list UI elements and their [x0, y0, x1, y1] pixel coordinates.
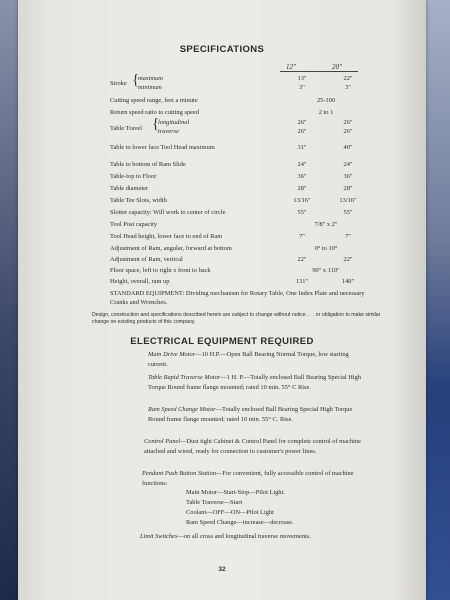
- spec-value: 25-100: [316, 97, 336, 104]
- column-header-20: 20": [332, 63, 342, 71]
- spec-label: Cutting speed range, feet a minute: [110, 97, 198, 104]
- elec-item-text: —Totally enclosed Ball Bearing Special High Torque Round frame flange mounted; rated 10 min. 55° C. Rise.: [148, 406, 353, 423]
- elec-item-pendant-station: [142, 469, 368, 488]
- elec-item-text: —Dust tight Cabinet & Control Panel for complete control of machine attached and wired, ready for connection to customer's power lines.: [144, 438, 361, 455]
- spec-value-12: 7": [299, 233, 305, 240]
- elec-item-head: Control Panel: [144, 438, 181, 445]
- page-number: 32: [218, 566, 226, 573]
- spec-value-20: 22": [343, 256, 353, 263]
- spec-value-20: 28": [343, 185, 353, 192]
- spec-value-20: 36": [343, 173, 353, 180]
- spec-label: maximum: [138, 75, 163, 82]
- spec-value-20: 7": [345, 233, 351, 240]
- elec-item-head: Pendant Push Button Station: [142, 470, 217, 477]
- elec-item-control-panel: [144, 437, 368, 456]
- document-page: [18, 0, 426, 600]
- specifications-title: SPECIFICATIONS: [179, 44, 265, 55]
- elec-item-head: Ram Speed Change Motor: [148, 406, 216, 413]
- function-item: Table Traverse—Start: [186, 499, 243, 506]
- column-header-12: 12": [286, 63, 296, 71]
- spec-label: longitudinal: [158, 119, 190, 126]
- spec-label: Adjustment of Ram, vertical: [110, 256, 183, 263]
- function-item: Ram Speed Change—increase—decrease.: [186, 519, 294, 526]
- spec-value-12: 26": [297, 119, 307, 126]
- spec-label: Table-top to Floor: [110, 173, 157, 180]
- spec-value-20: 26": [343, 119, 353, 126]
- spec-value-12: 24": [297, 161, 307, 168]
- spec-label: Floor space, left to right x front to back: [110, 267, 211, 274]
- spec-value-12: 55": [297, 209, 307, 216]
- spec-label: Slotter capacity: Will work to center of circle: [110, 209, 226, 216]
- stroke-label: Stroke: [110, 80, 127, 87]
- elec-item-main-drive: [148, 350, 364, 369]
- spec-label: Height, overall, ram up: [110, 278, 170, 285]
- spec-value-20: 26": [343, 128, 353, 135]
- brace-icon: {: [152, 116, 160, 132]
- spec-value-20: 55": [343, 209, 353, 216]
- spec-value-20: 140": [341, 278, 355, 285]
- spec-label: Table to lower face Tool Head maximum: [110, 144, 215, 151]
- column-rule: [280, 71, 358, 72]
- spec-value-20: 24": [343, 161, 353, 168]
- elec-item-text: —For convenient, fully accessible control of machine functions:: [142, 470, 354, 487]
- elec-item-limit-switches: [140, 532, 376, 542]
- elec-item-head: Table Rapid Traverse Motor: [148, 374, 221, 381]
- spec-value-20: 40": [343, 144, 353, 151]
- elec-item-text: —on all cross and longitudinal traverse movements.: [177, 533, 311, 540]
- elec-item-rapid-traverse: [148, 373, 370, 392]
- elec-item-ram-speed: [148, 405, 370, 424]
- spec-value-20: 3": [345, 84, 351, 91]
- elec-item-text: —10 H.P.—Open Ball Bearing Normal Torque, low starting current.: [148, 351, 349, 368]
- electrical-title: ELECTRICAL EQUIPMENT REQUIRED: [130, 336, 314, 347]
- spec-value-12: 31": [297, 144, 307, 151]
- elec-item-text: —1 H. P.—Totally enclosed Ball Bearing Special High Torque Round frame flange mounted; rated 10 min. 55° C Rise.: [148, 374, 362, 391]
- disclaimer-note: Design, construction and specifications described herein are subject to change without notice . . . or obligation to make similar change on existing products of this company.: [92, 312, 381, 325]
- spec-value: 2 to 1: [318, 109, 334, 116]
- spec-value-12: 28": [297, 185, 307, 192]
- spec-value-12: 26": [297, 128, 307, 135]
- spec-value-12: 13/16": [293, 197, 311, 204]
- spec-value: 7/8" x 2": [314, 221, 338, 228]
- table-travel-label: Table Travel: [110, 125, 143, 132]
- spec-label: Return speed ratio to cutting speed: [110, 109, 199, 116]
- spec-value-12: 36": [297, 173, 307, 180]
- spec-value-12: 22": [297, 256, 307, 263]
- standard-equipment: STANDARD EQUIPMENT: Dividing mechanism for Rotary Table, One Index Plate and necessary Cranks and Wrenches.: [110, 290, 365, 306]
- brace-icon: {: [132, 72, 140, 88]
- spec-label: Tool Post capacity: [110, 221, 158, 228]
- spec-label: traverse: [158, 128, 179, 135]
- spec-value: 0° to 10°: [314, 245, 338, 252]
- spec-value-12: 131": [295, 278, 309, 285]
- spec-label: minimum: [138, 84, 162, 91]
- spec-label: Table to bottom of Ram Slide: [110, 161, 186, 168]
- spec-value-12: 3": [299, 84, 305, 91]
- spec-value-20: 22": [343, 75, 353, 82]
- spec-value: 90" x 110": [312, 267, 340, 274]
- spec-label: Tool Head height, lower face to end of Ram: [110, 233, 223, 240]
- spec-label: Table diameter: [110, 185, 149, 192]
- elec-item-head: Main Drive Motor: [148, 351, 196, 358]
- spec-value-12: 13": [297, 75, 307, 82]
- spec-label: Table Tee Slots, width: [110, 197, 167, 204]
- elec-item-head: Limit Switches: [140, 533, 178, 540]
- function-item: Coolant—OFF—ON—Pilot Light: [186, 509, 274, 516]
- spec-label: Adjustment of Ram, angular, forward at bottom: [110, 245, 232, 252]
- spec-value-20: 13/16": [339, 197, 357, 204]
- function-item: Main Motor—Start-Stop—Pilot Light.: [186, 489, 285, 496]
